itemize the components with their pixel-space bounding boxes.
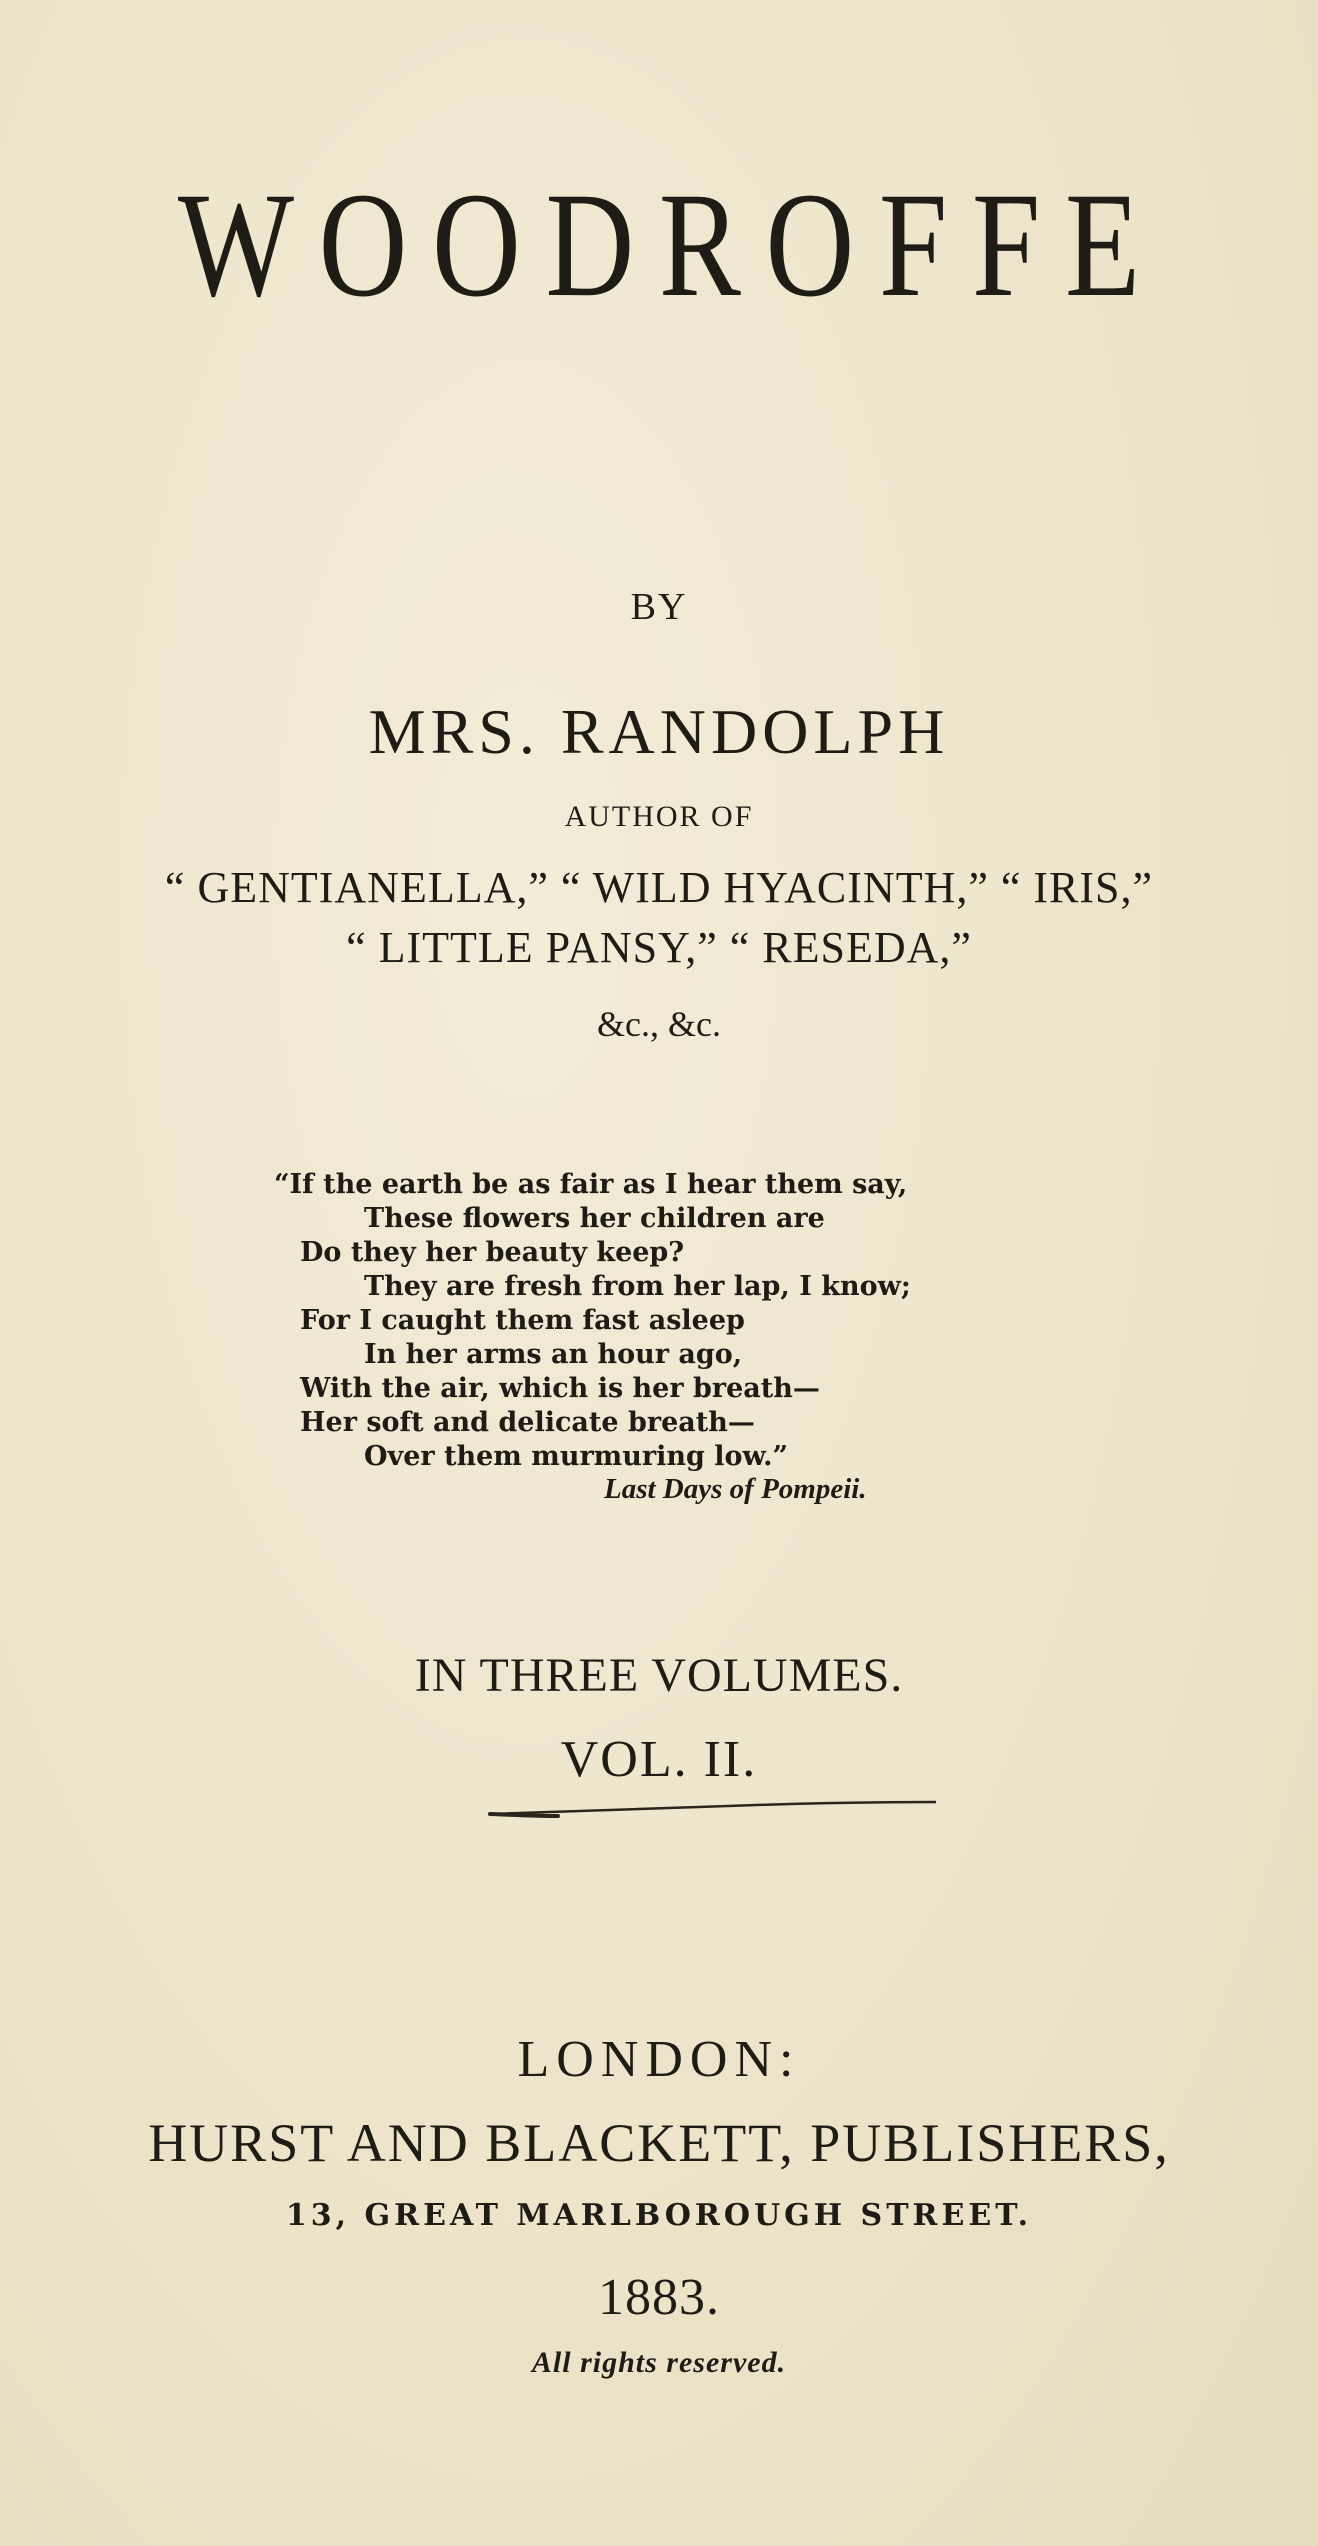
- imprint-address: 13, GREAT MARLBOROUGH STREET.: [285, 2198, 1033, 2233]
- epigraph-line: For I caught them fast asleep: [300, 1305, 745, 1336]
- epigraph-line: Do they her beauty keep?: [300, 1237, 685, 1268]
- ornamental-rule: [488, 1796, 938, 1820]
- epigraph-attribution: Last Days of Pompeii.: [604, 1473, 867, 1505]
- epigraph-line: They are fresh from her lap, I know;: [364, 1271, 911, 1302]
- epigraph-line: “If the earth be as fair as I hear them say,: [274, 1169, 908, 1200]
- volume-number: VOL. II.: [560, 1731, 758, 1788]
- previous-works-etc: &c., &c.: [597, 1004, 721, 1044]
- byline: BY: [630, 586, 688, 628]
- imprint-year: 1883.: [598, 2269, 720, 2326]
- epigraph: [274, 1168, 1020, 1474]
- volumes-statement: IN THREE VOLUMES.: [414, 1649, 904, 1702]
- author-name: MRS. RANDOLPH: [368, 696, 950, 767]
- rights-notice: All rights reserved.: [531, 2346, 787, 2379]
- imprint-publisher: HURST AND BLACKETT, PUBLISHERS,: [148, 2113, 1170, 2173]
- imprint-city: LONDON:: [517, 2031, 801, 2088]
- author-of-label: AUTHOR OF: [564, 800, 754, 833]
- epigraph-line: In her arms an hour ago,: [364, 1339, 743, 1370]
- epigraph-line: Over them murmuring low.”: [364, 1441, 788, 1472]
- epigraph-line: With the air, which is her breath—: [300, 1373, 820, 1404]
- book-title: WOODROFFE: [177, 162, 1165, 328]
- previous-works-line-1: “ GENTIANELLA,” “ WILD HYACINTH,” “ IRIS,”: [164, 863, 1154, 912]
- previous-works-line-2: “ LITTLE PANSY,” “ RESEDA,”: [346, 923, 972, 972]
- epigraph-line: These flowers her children are: [364, 1203, 825, 1234]
- epigraph-line: Her soft and delicate breath—: [300, 1407, 755, 1438]
